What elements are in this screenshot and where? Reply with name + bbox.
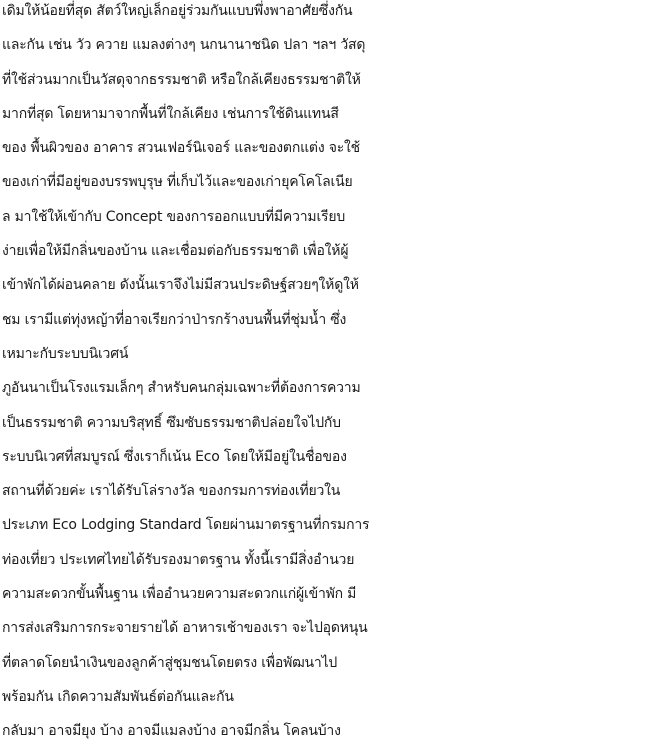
- text-line: ล มาใช้ให้เข้ากับ Concept ของการออกแบบที่มีความเรียบ: [2, 208, 346, 225]
- text-line: ภูอันนาเป็นโรงแรมเล็กๆ สำหรับคนกลุ่มเฉพาะที่ต้องการความ: [2, 380, 361, 397]
- text-line: ของเก่าที่มีอยู่ของบรรพบุรุษ ที่เก็บไว้และของเก่ายุคโคโลเนีย: [2, 174, 353, 191]
- text-line: และกัน เช่น วัว ควาย แมลงต่างๆ นกนานาชนิด ปลา ฯลฯ วัสดุ: [2, 37, 366, 54]
- text-line: เดิมให้น้อยที่สุด สัตว์ใหญ่เล็กอยู่ร่วมกันแบบพึ่งพาอาศัยซึ่งกัน: [2, 3, 353, 19]
- text-line: ระบบนิเวศที่สมบูรณ์ ซึ่งเราก็เน้น Eco โดยให้มีอยู่ในชื่อของ: [2, 448, 347, 465]
- text-line: เป็นธรรมชาติ ความบริสุทธิ์ ซึมซับธรรมชาติปล่อยใจไปกับ: [2, 414, 341, 431]
- text-line: เข้าพักได้ผ่อนคลาย ดังนั้นเราจึงไม่มีสวนประดิษฐ์สวยๆให้ดูให้: [2, 277, 359, 294]
- text-line: ง่ายเพื่อให้มีกลิ่นของบ้าน และเชื่อมต่อกับธรรมชาติ เพื่อให้ผู้: [2, 243, 349, 260]
- text-line: ท่องเที่ยว ประเทศไทยได้รับรองมาตรฐาน ทั้งนี้เรามีสิ่งอำนวย: [2, 551, 355, 568]
- text-line: ของ พื้นผิวของ อาคาร สวนเฟอร์นิเจอร์ และของตกแต่ง จะใช้: [2, 140, 360, 157]
- text-line: การส่งเสริมการกระจายรายได้ อาหารเช้าของเรา จะไปอุดหนุน: [2, 620, 368, 637]
- text-line: ที่ตลาดโดยนำเงินของลูกค้าสู่ชุมชนโดยตรง เพื่อพัฒนาไป: [2, 654, 338, 671]
- text-line: เหมาะกับระบบนิเวศน์: [2, 345, 129, 362]
- article-text: [2, 0, 646, 749]
- text-line: ความสะดวกขั้นพื้นฐาน เพื่ออำนวยความสะดวกแก่ผู้เข้าพัก มี: [2, 586, 357, 603]
- text-line: ที่ใช้ส่วนมากเป็นวัสดุจากธรรมชาติ หรือใกล้เคียงธรรมชาติให้: [2, 71, 361, 88]
- text-line: ชม เรามีแต่ทุ่งหญ้าที่อาจเรียกว่าป่ารกร้างบนพื้นที่ชุ่มน้ำ ซึ่ง: [2, 311, 347, 328]
- text-line: มากที่สุด โดยหามาจากพื้นที่ใกล้เคียง เช่นการใช้ดินแทนสี: [2, 105, 339, 122]
- text-line: กลับมา อาจมียุง บ้าง อาจมีแมลงบ้าง อาจมีกลิ่น โคลนบ้าง: [2, 723, 341, 740]
- text-line: ประเภท Eco Lodging Standard โดยผ่านมาตรฐานที่กรมการ: [2, 517, 370, 534]
- text-line: สถานที่ด้วยค่ะ เราได้รับโล่รางวัล ของกรมการท่องเที่ยวใน: [2, 483, 341, 500]
- text-line: พร้อมกัน เกิดความสัมพันธ์ต่อกันและกัน: [2, 688, 234, 705]
